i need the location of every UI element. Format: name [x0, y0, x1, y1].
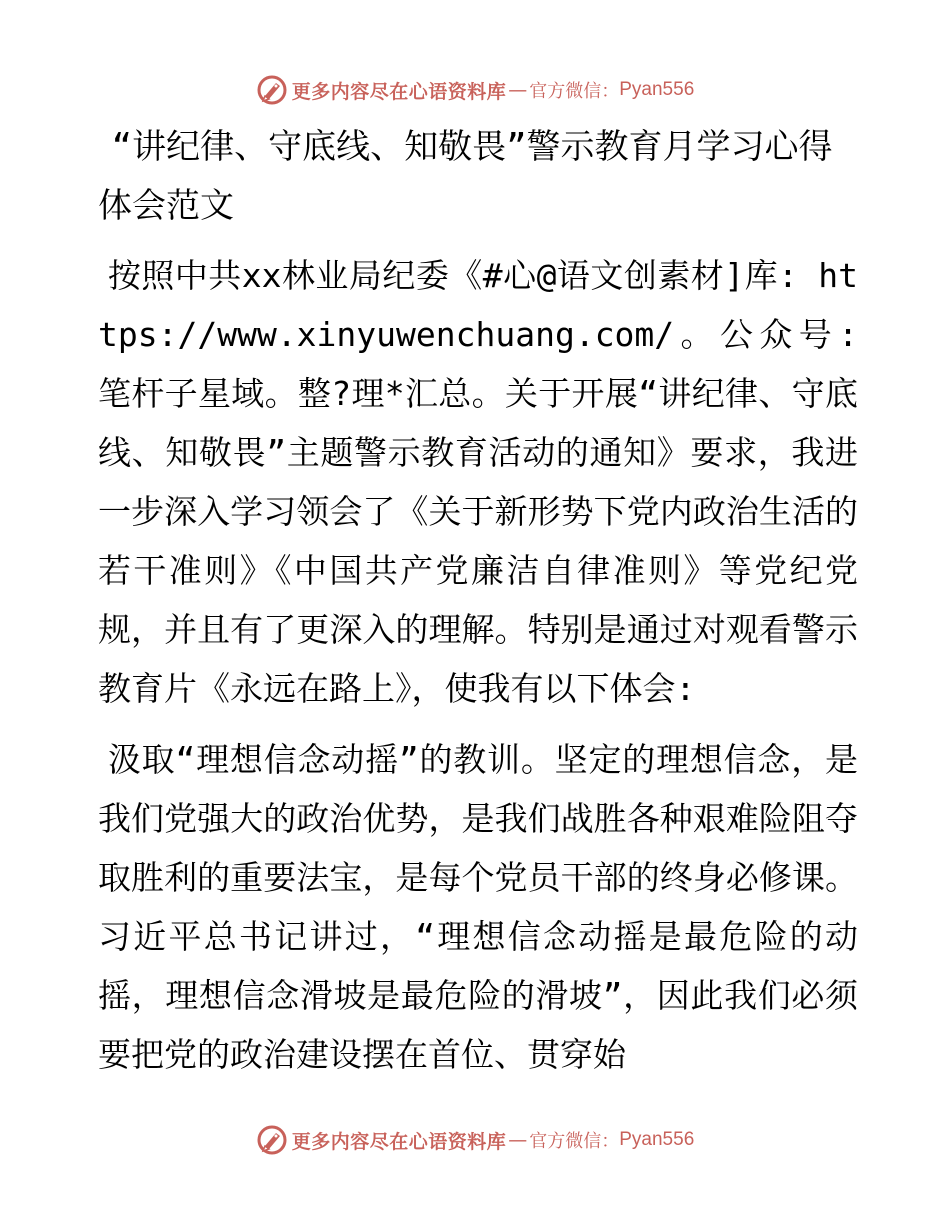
banner-separator: —: [508, 79, 528, 101]
pen-nib-icon: [256, 1124, 288, 1156]
paragraph: 汲取“理想信念动摇”的教训。坚定的理想信念，是我们党强大的政治优势，是我们战胜各种艰难险阻夺取胜利的重要法宝，是每个党员干部的终身必修课。习近平总书记讲过，“理想信念动摇是最危险的动摇，理想信念滑坡是最危险的滑坡”，因此我们必须要把党的政治建设摆在首位、贯穿始: [98, 740, 858, 1074]
wechat-label: 官方微信：: [529, 81, 620, 102]
banner-text: 更多内容尽在心语资料库: [291, 80, 507, 103]
wechat-id: Pyan556: [619, 1129, 695, 1150]
document-body: [98, 118, 858, 1096]
document-title: “讲纪律、守底线、知敬畏”警示教育月学习心得体会范文: [98, 127, 833, 226]
wechat-id: Pyan556: [619, 79, 695, 100]
banner-separator: —: [508, 1129, 528, 1151]
pen-nib-icon: [256, 74, 288, 106]
footer-banner: [0, 1120, 950, 1160]
header-banner: [0, 70, 950, 110]
wechat-label: 官方微信：: [529, 1131, 620, 1152]
banner-text: 更多内容尽在心语资料库: [291, 1130, 507, 1153]
paragraph: 按照中共xx林业局纪委《#心@语文创素材]库: https://www.xinyuwenchuang.com/。公众号: 笔杆子星域。整?理*汇总。关于开展“讲纪律、守底线、知敬畏”主题警示教育活动的通知》要求，我进一步深入学习领会了《关于新形势下党内政治生活的若干准则》《中国共产党廉洁自律准则》等党纪党规，并且有了更深入的理解。特别是通过对观看警示教育片《永远在路上》，使我有以下体会:: [98, 256, 858, 708]
